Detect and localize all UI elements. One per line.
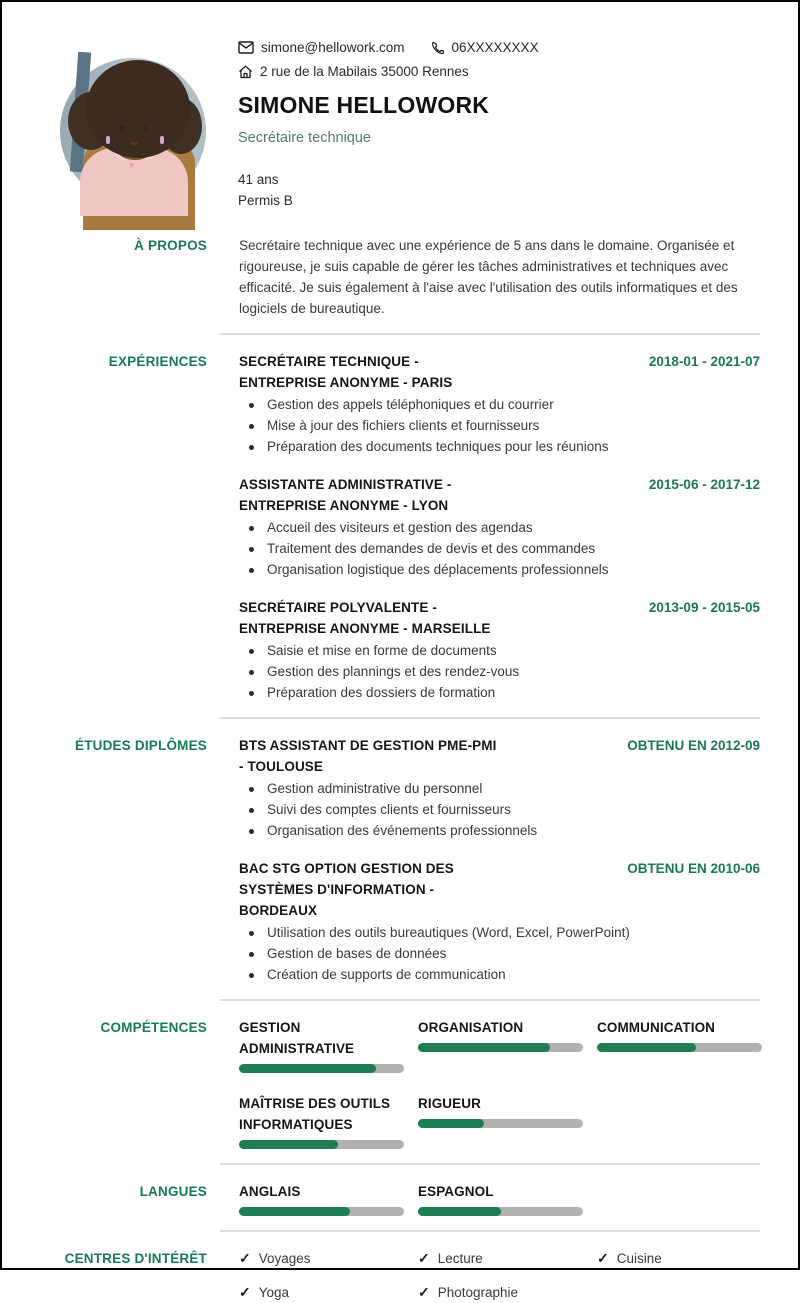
interest-text: Photographie xyxy=(437,1285,519,1300)
experience-bullet: Gestion des plannings et des rendez-vous xyxy=(239,661,760,682)
person-meta xyxy=(238,169,539,211)
check-icon: ✓ xyxy=(418,1284,430,1300)
experience-bullet: Préparation des dossiers de formation xyxy=(239,682,760,703)
skill-bar xyxy=(418,1119,583,1128)
language-bar-fill xyxy=(418,1207,501,1216)
skill-bar xyxy=(239,1140,404,1149)
education-bullet: Organisation des événements professionnels xyxy=(239,820,760,841)
phone-icon xyxy=(431,41,445,55)
skill-bar-fill xyxy=(418,1119,484,1128)
header xyxy=(60,38,762,211)
skill-item xyxy=(239,1093,404,1149)
about-text: Secrétaire technique avec une expérience de 5 ans dans le domaine. Organisée et rigoureuse, je suis capable de gérer les tâches administratives et techniques avec efficacité. Je suis également à l'aise avec l'utilisation des outils informatiques et des logiciels de bureautique. xyxy=(239,238,738,316)
education-entry xyxy=(239,735,760,841)
divider xyxy=(220,999,760,1001)
skill-item xyxy=(239,1017,404,1073)
phone-text: 06XXXXXXXX xyxy=(451,40,539,55)
education-bullet: Création de supports de communication xyxy=(239,964,760,985)
interest-item xyxy=(418,1282,583,1303)
interest-item xyxy=(597,1248,762,1269)
skill-name: ORGANISATION xyxy=(418,1020,524,1035)
experiences-label: EXPÉRIENCES xyxy=(108,354,207,369)
skill-bar-fill xyxy=(597,1043,696,1052)
skill-item xyxy=(418,1017,583,1052)
skill-name: GESTION ADMINISTRATIVE xyxy=(239,1020,355,1056)
education-bullet: Gestion administrative du personnel xyxy=(239,778,760,799)
divider xyxy=(220,1230,760,1232)
section-interests xyxy=(2,1248,798,1303)
education-title: BAC STG OPTION GESTION DES SYSTÈMES D'INFORMATION - BORDEAUX xyxy=(239,861,454,918)
experience-bullet: Mise à jour des fichiers clients et fournisseurs xyxy=(239,415,760,436)
skill-item xyxy=(597,1017,762,1052)
experience-bullet: Accueil des visiteurs et gestion des agendas xyxy=(239,517,760,538)
contact-row-1 xyxy=(238,40,539,55)
language-bar xyxy=(239,1207,404,1216)
language-name: ANGLAIS xyxy=(239,1184,301,1199)
skill-bar xyxy=(418,1043,583,1052)
divider xyxy=(220,1163,760,1165)
section-experiences xyxy=(2,351,798,703)
interest-text: Voyages xyxy=(258,1251,311,1266)
education-bullet: Suivi des comptes clients et fournisseurs xyxy=(239,799,760,820)
language-bar xyxy=(418,1207,583,1216)
section-education xyxy=(2,735,798,985)
interest-text: Lecture xyxy=(437,1251,483,1266)
skill-name: COMMUNICATION xyxy=(597,1020,716,1035)
experience-entry xyxy=(239,597,760,703)
section-about xyxy=(2,235,798,319)
home-icon xyxy=(238,65,253,79)
experience-bullet: Gestion des appels téléphoniques et du courrier xyxy=(239,394,760,415)
languages-label: LANGUES xyxy=(139,1184,207,1199)
email-text: simone@hellowork.com xyxy=(261,40,405,55)
address-text: 2 rue de la Mabilais 35000 Rennes xyxy=(260,64,469,79)
section-languages xyxy=(2,1181,798,1216)
about-label: À PROPOS xyxy=(134,238,207,253)
skill-bar xyxy=(597,1043,762,1052)
check-icon: ✓ xyxy=(418,1250,430,1266)
interests-label: CENTRES D'INTÉRÊT xyxy=(64,1251,207,1266)
education-period: OBTENU EN 2012-09 xyxy=(627,738,760,753)
experience-entry xyxy=(239,474,760,580)
person-job-title: Secrétaire technique xyxy=(238,130,371,146)
skill-name: RIGUEUR xyxy=(418,1096,481,1111)
education-period: OBTENU EN 2010-06 xyxy=(627,861,760,876)
language-item xyxy=(418,1181,583,1216)
divider xyxy=(220,333,760,335)
language-bar-fill xyxy=(239,1207,350,1216)
experience-bullet: Traitement des demandes de devis et des commandes xyxy=(239,538,760,559)
education-bullet: Utilisation des outils bureautiques (Word, Excel, PowerPoint) xyxy=(239,922,760,943)
sections xyxy=(2,235,798,1303)
skill-name: MAÎTRISE DES OUTILS INFORMATIQUES xyxy=(239,1096,391,1132)
education-label: ÉTUDES DIPLÔMES xyxy=(74,738,207,753)
interest-item xyxy=(418,1248,583,1269)
email-icon xyxy=(238,41,254,54)
education-title: BTS ASSISTANT DE GESTION PME-PMI - TOULOUSE xyxy=(239,738,497,774)
skill-bar-fill xyxy=(239,1140,338,1149)
experience-period: 2013-09 - 2015-05 xyxy=(648,600,760,615)
section-skills xyxy=(2,1017,798,1149)
profile-photo: ♥ xyxy=(60,58,206,204)
experience-bullet: Préparation des documents techniques pour les réunions xyxy=(239,436,760,457)
experience-title: SECRÉTAIRE POLYVALENTE - ENTREPRISE ANONYME - MARSEILLE xyxy=(239,600,491,636)
phone-contact[interactable] xyxy=(431,40,539,55)
check-icon: ✓ xyxy=(239,1284,251,1300)
experience-title: ASSISTANTE ADMINISTRATIVE - ENTREPRISE ANONYME - LYON xyxy=(239,477,452,513)
person-name: SIMONE HELLOWORK xyxy=(238,92,490,118)
language-item xyxy=(239,1181,404,1216)
check-icon: ✓ xyxy=(239,1250,251,1266)
contact-row-2 xyxy=(238,64,539,79)
experience-title: SECRÉTAIRE TECHNIQUE - ENTREPRISE ANONYME - PARIS xyxy=(239,354,453,390)
person-age: 41 ans xyxy=(238,172,279,187)
language-name: ESPAGNOL xyxy=(418,1184,494,1199)
skill-bar-fill xyxy=(418,1043,550,1052)
interest-text: Cuisine xyxy=(616,1251,662,1266)
person-license: Permis B xyxy=(238,193,293,208)
experience-entry xyxy=(239,351,760,457)
experience-period: 2018-01 - 2021-07 xyxy=(648,354,760,369)
check-icon: ✓ xyxy=(597,1250,609,1266)
education-bullet: Gestion de bases de données xyxy=(239,943,760,964)
interest-text: Yoga xyxy=(258,1285,290,1300)
experience-period: 2015-06 - 2017-12 xyxy=(648,477,760,492)
experience-bullet: Saisie et mise en forme de documents xyxy=(239,640,760,661)
interest-item xyxy=(239,1282,404,1303)
divider xyxy=(220,717,760,719)
header-info xyxy=(238,38,539,211)
skills-label: COMPÉTENCES xyxy=(100,1020,207,1035)
education-entry xyxy=(239,858,760,985)
email-contact[interactable] xyxy=(238,40,405,55)
skill-bar xyxy=(239,1064,404,1073)
skill-item xyxy=(418,1093,583,1128)
interest-item xyxy=(239,1248,404,1269)
experience-bullet: Organisation logistique des déplacements professionnels xyxy=(239,559,760,580)
skill-bar-fill xyxy=(239,1064,376,1073)
address-contact xyxy=(238,64,469,79)
